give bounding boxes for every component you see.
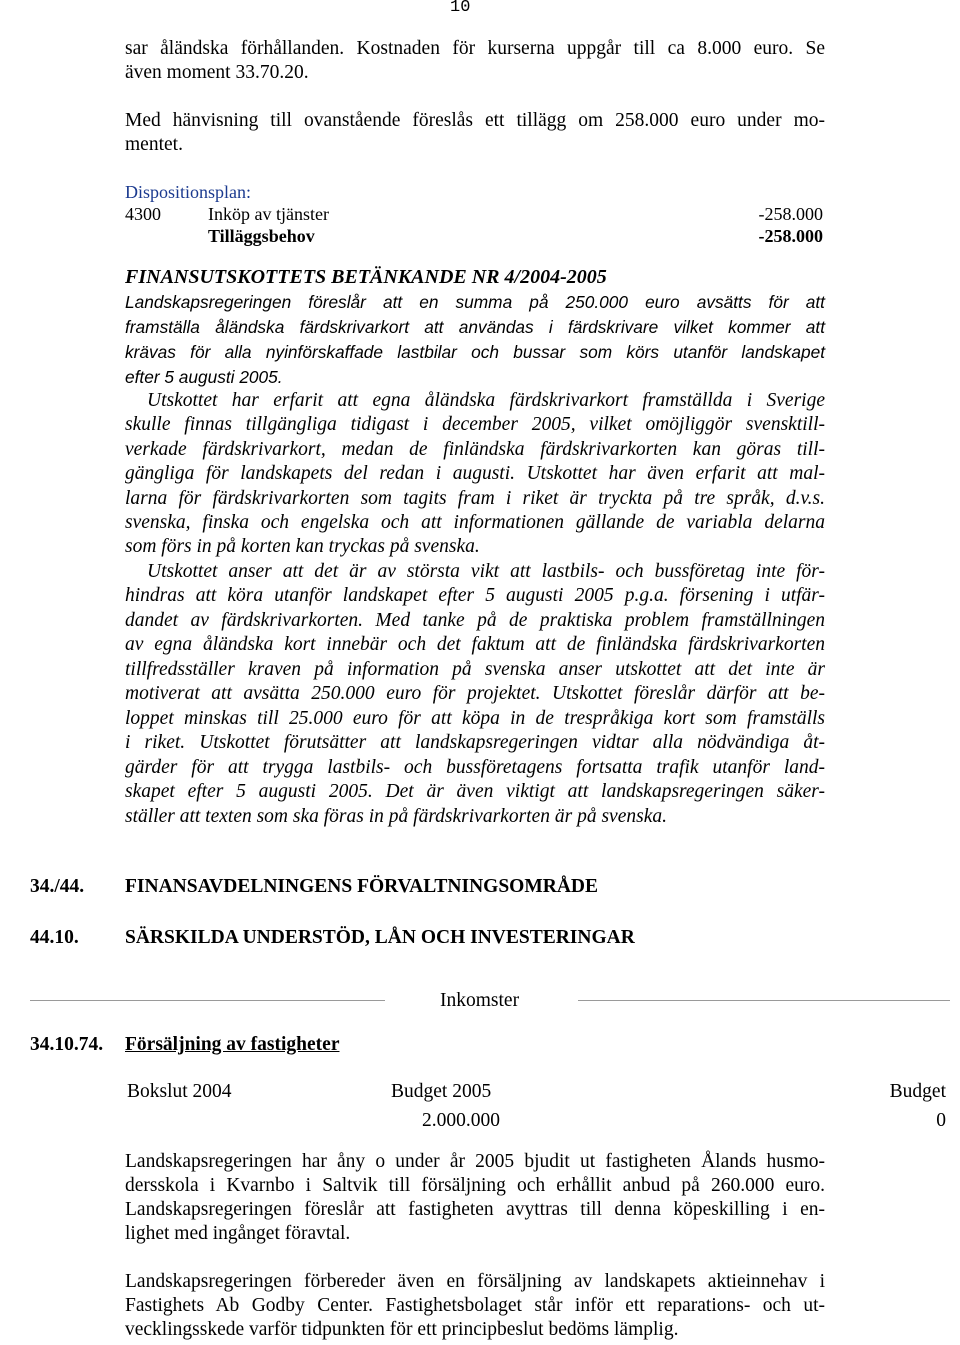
committee-line: dandet av färdskrivarkorten. Med tanke på de praktiska problem framställningen [125,610,825,631]
budget-value: 0 [936,1110,946,1131]
committee-line: motiverat att avsätta 250.000 euro för projektet. Utskottet föreslår därför att be- [125,683,825,704]
intro-line: sar åländska förhållanden. Kostnaden för kurserna uppgår till ca 8.000 euro. Se [125,38,825,59]
intro-line: mentet. [125,134,183,155]
committee-line: Utskottet har erfarit att egna åländska färdskrivarkort framställda i Sverige [147,390,825,411]
committee-line: efter 5 augusti 2005. [125,367,283,387]
sale-line: Landskapsregeringen har åny o under år 2005 bjudit ut fastigheten Ålands husmo- [125,1151,825,1172]
disp-code: 4300 [125,204,161,224]
committee-heading: FINANSUTSKOTTETS BETÄNKANDE NR 4/2004-2005 [125,266,607,288]
dispositionsplan-label: Dispositionsplan: [125,182,252,202]
committee-line: tillfredsställer kraven på information på svenska anser utskottet att det inte är [125,659,825,680]
budget-header: Budget [889,1081,946,1102]
committee-line: larna för färdskrivarkorten som tagits fram i riket är tryckta på tre språk, d.v.s. [125,488,825,509]
committee-line: verkade färdskrivarkort, medan de finländska färdskrivarkorten kan göras till- [125,439,825,460]
committee-line: hindras att köra utanför landskapet efter 5 augusti 2005 p.g.a. försening i utfär- [125,585,825,606]
section-number: 34./44. [30,876,85,897]
committee-line: loppet minskas till 25.000 euro för att köpa in de trespråkiga kort som framställs [125,708,825,729]
committee-line: krävas för alla nyinförskaffade lastbilar och bussar som körs utanför landskapet [125,342,825,362]
intro-line: Med hänvisning till ovanstående föreslås ett tillägg om 258.000 euro under mo- [125,110,825,131]
divider-left [30,1000,385,1001]
budget-header: Bokslut 2004 [127,1081,232,1102]
committee-line: Utskottet anser att det är av största vikt att lastbils- och bussföretag inte för- [147,561,825,582]
disp-total-label: Tilläggsbehov [208,226,315,246]
moment-title: Försäljning av fastigheter [125,1034,340,1055]
shares-line: Fastighets Ab Godby Center. Fastighetsbolaget står inför ett reparations- och ut- [125,1295,825,1316]
section-number: 44.10. [30,927,79,948]
committee-line: ställer att texten som ska föras in på färdskrivarkorten är på svenska. [125,806,667,827]
page-number: 10 [450,0,471,17]
budget-header: Budget 2005 [391,1081,492,1102]
shares-line: vecklingsskede varför tidpunkten för ett principbeslut bedöms lämplig. [125,1319,679,1340]
section-title: FINANSAVDELNINGENS FÖRVALTNINGSOMRÅDE [125,876,599,897]
committee-line: i riket. Utskottet förutsätter att landskapsregeringen vidtar alla nödvändiga åt- [125,732,825,753]
committee-line: av egna åländska kort innebär och det faktum att de finländska färdskrivarkorten [125,634,825,655]
disp-amount: -258.000 [758,204,823,224]
committee-line: Landskapsregeringen föreslår att en summa på 250.000 euro avsätts för att [125,292,825,312]
moment-number: 34.10.74. [30,1034,104,1055]
sale-line: Landskapsregeringen föreslår att fastigheten avyttras till denna köpeskilling i en- [125,1199,825,1220]
committee-line: gärder för att trygga lastbils- och bussföretagens fortsatta trafik utanför land- [125,757,825,778]
section-title: SÄRSKILDA UNDERSTÖD, LÅN OCH INVESTERINGAR [125,927,635,948]
divider-label: Inkomster [440,990,520,1011]
shares-line: Landskapsregeringen förbereder även en försäljning av landskapets aktieinnehav i [125,1271,825,1292]
committee-line: framställa åländska färdskrivarkort att användas i färdskrivare vilket kommer att [125,317,825,337]
divider-right [578,1000,950,1001]
intro-line: även moment 33.70.20. [125,62,309,83]
disp-total-amount: -258.000 [758,226,823,246]
disp-item: Inköp av tjänster [208,204,329,224]
committee-line: skulle finnas tillgängliga tidigast i december 2005, vilket omöjliggör svensktill- [125,414,825,435]
committee-line: som förs in på korten kan tryckas på svenska. [125,536,480,557]
committee-line: gängliga för landskapets del redan i augusti. Utskottet har även erfarit att mal- [125,463,825,484]
sale-line: dersskola i Kvarnbo i Saltvik till försäljning och erhållit anbud på 260.000 euro. [125,1175,825,1196]
committee-line: svenska, finska och engelska och att informationen gällande de variabla delarna [125,512,825,533]
budget-value: 2.000.000 [422,1110,500,1131]
sale-line: lighet med ingånget föravtal. [125,1223,351,1244]
committee-line: skapet efter 5 augusti 2005. Det är även viktigt att landskapsregeringen säker- [125,781,825,802]
